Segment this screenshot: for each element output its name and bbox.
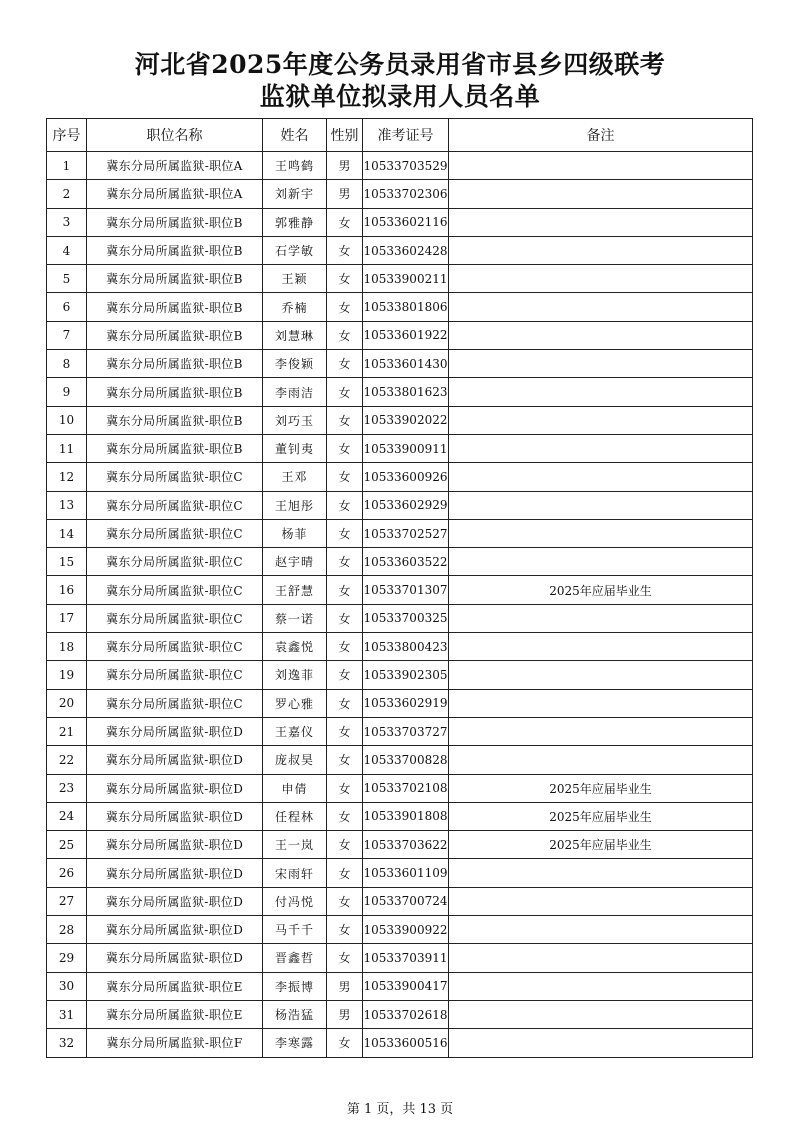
cell-name: 宋雨轩: [263, 859, 327, 887]
cell-exam-id: 10533601922: [363, 321, 449, 349]
table-row: [47, 548, 753, 576]
cell-remarks: 2025年应届毕业生: [449, 774, 753, 802]
cell-exam-id: 10533703622: [363, 831, 449, 859]
cell-exam-id: 10533900211: [363, 265, 449, 293]
table-row: [47, 1000, 753, 1028]
cell-index: 6: [47, 293, 87, 321]
roster-table: [46, 118, 753, 1058]
cell-exam-id: 10533902022: [363, 406, 449, 434]
cell-position: 冀东分局所属监狱-职位B: [87, 378, 263, 406]
cell-name: 李雨洁: [263, 378, 327, 406]
cell-remarks: [449, 689, 753, 717]
table-row: [47, 519, 753, 547]
cell-remarks: [449, 463, 753, 491]
cell-gender: 女: [327, 717, 363, 745]
cell-position: 冀东分局所属监狱-职位E: [87, 972, 263, 1000]
cell-exam-id: 10533602919: [363, 689, 449, 717]
cell-gender: 女: [327, 802, 363, 830]
cell-name: 李俊颖: [263, 350, 327, 378]
cell-index: 31: [47, 1000, 87, 1028]
table-row: [47, 491, 753, 519]
cell-remarks: [449, 236, 753, 264]
table-row: [47, 321, 753, 349]
cell-name: 石学敏: [263, 236, 327, 264]
cell-gender: 女: [327, 350, 363, 378]
cell-name: 赵宇晴: [263, 548, 327, 576]
cell-exam-id: 10533702527: [363, 519, 449, 547]
cell-position: 冀东分局所属监狱-职位D: [87, 916, 263, 944]
cell-index: 14: [47, 519, 87, 547]
cell-remarks: [449, 208, 753, 236]
cell-position: 冀东分局所属监狱-职位F: [87, 1029, 263, 1057]
cell-exam-id: 10533800423: [363, 633, 449, 661]
table-row: [47, 1029, 753, 1057]
cell-gender: 女: [327, 406, 363, 434]
table-row: [47, 859, 753, 887]
table-row: [47, 633, 753, 661]
cell-position: 冀东分局所属监狱-职位B: [87, 406, 263, 434]
cell-position: 冀东分局所属监狱-职位B: [87, 293, 263, 321]
document-subtitle: 监狱单位拟录用人员名单: [259, 82, 541, 111]
cell-remarks: [449, 746, 753, 774]
header-name: 姓名: [263, 119, 327, 152]
cell-position: 冀东分局所属监狱-职位C: [87, 661, 263, 689]
cell-index: 2: [47, 180, 87, 208]
cell-index: 26: [47, 859, 87, 887]
cell-index: 32: [47, 1029, 87, 1057]
cell-exam-id: 10533902305: [363, 661, 449, 689]
cell-position: 冀东分局所属监狱-职位C: [87, 463, 263, 491]
cell-position: 冀东分局所属监狱-职位B: [87, 236, 263, 264]
cell-remarks: [449, 633, 753, 661]
cell-gender: 女: [327, 916, 363, 944]
cell-remarks: [449, 350, 753, 378]
cell-position: 冀东分局所属监狱-职位D: [87, 746, 263, 774]
cell-index: 8: [47, 350, 87, 378]
cell-index: 5: [47, 265, 87, 293]
cell-index: 7: [47, 321, 87, 349]
table-row: [47, 802, 753, 830]
cell-index: 29: [47, 944, 87, 972]
cell-gender: 女: [327, 463, 363, 491]
cell-name: 罗心雅: [263, 689, 327, 717]
cell-gender: 女: [327, 434, 363, 462]
table-row: [47, 604, 753, 632]
cell-gender: 女: [327, 293, 363, 321]
cell-remarks: [449, 265, 753, 293]
table-row: [47, 717, 753, 745]
cell-position: 冀东分局所属监狱-职位A: [87, 180, 263, 208]
cell-remarks: [449, 859, 753, 887]
header-gender: 性别: [327, 119, 363, 152]
cell-gender: 女: [327, 491, 363, 519]
cell-name: 申倩: [263, 774, 327, 802]
cell-remarks: [449, 321, 753, 349]
cell-position: 冀东分局所属监狱-职位D: [87, 859, 263, 887]
cell-exam-id: 10533602116: [363, 208, 449, 236]
cell-index: 30: [47, 972, 87, 1000]
cell-name: 杨菲: [263, 519, 327, 547]
cell-name: 王旭彤: [263, 491, 327, 519]
cell-name: 李振博: [263, 972, 327, 1000]
cell-remarks: [449, 406, 753, 434]
cell-position: 冀东分局所属监狱-职位B: [87, 208, 263, 236]
cell-name: 任程林: [263, 802, 327, 830]
cell-index: 12: [47, 463, 87, 491]
cell-remarks: [449, 604, 753, 632]
cell-name: 刘慧琳: [263, 321, 327, 349]
cell-exam-id: 10533600926: [363, 463, 449, 491]
cell-index: 19: [47, 661, 87, 689]
cell-index: 21: [47, 717, 87, 745]
cell-index: 9: [47, 378, 87, 406]
cell-remarks: [449, 661, 753, 689]
cell-position: 冀东分局所属监狱-职位D: [87, 774, 263, 802]
cell-remarks: [449, 916, 753, 944]
cell-position: 冀东分局所属监狱-职位E: [87, 1000, 263, 1028]
cell-remarks: [449, 378, 753, 406]
cell-index: 24: [47, 802, 87, 830]
table-row: [47, 293, 753, 321]
cell-position: 冀东分局所属监狱-职位C: [87, 491, 263, 519]
cell-exam-id: 10533801806: [363, 293, 449, 321]
table-row: [47, 378, 753, 406]
table-row: [47, 463, 753, 491]
cell-remarks: 2025年应届毕业生: [449, 576, 753, 604]
cell-index: 28: [47, 916, 87, 944]
cell-name: 刘逸菲: [263, 661, 327, 689]
cell-name: 王舒慧: [263, 576, 327, 604]
cell-name: 袁鑫悦: [263, 633, 327, 661]
cell-remarks: [449, 519, 753, 547]
cell-remarks: [449, 434, 753, 462]
cell-exam-id: 10533700724: [363, 887, 449, 915]
cell-position: 冀东分局所属监狱-职位D: [87, 887, 263, 915]
cell-gender: 男: [327, 972, 363, 1000]
cell-exam-id: 10533700828: [363, 746, 449, 774]
table-row: [47, 265, 753, 293]
cell-gender: 女: [327, 604, 363, 632]
cell-gender: 女: [327, 831, 363, 859]
cell-name: 杨浩猛: [263, 1000, 327, 1028]
cell-gender: 女: [327, 859, 363, 887]
table-row: [47, 434, 753, 462]
table-row: [47, 152, 753, 180]
cell-position: 冀东分局所属监狱-职位C: [87, 548, 263, 576]
cell-exam-id: 10533703727: [363, 717, 449, 745]
cell-name: 晋鑫哲: [263, 944, 327, 972]
table-row: [47, 972, 753, 1000]
cell-index: 20: [47, 689, 87, 717]
header-position: 职位名称: [87, 119, 263, 152]
cell-name: 刘巧玉: [263, 406, 327, 434]
table-row: [47, 406, 753, 434]
table-row: [47, 180, 753, 208]
cell-position: 冀东分局所属监狱-职位C: [87, 519, 263, 547]
header-exam-id: 准考证号: [363, 119, 449, 152]
cell-name: 乔楠: [263, 293, 327, 321]
table-body: [47, 152, 753, 1058]
cell-gender: 男: [327, 152, 363, 180]
cell-gender: 女: [327, 661, 363, 689]
cell-name: 蔡一诺: [263, 604, 327, 632]
table-row: [47, 576, 753, 604]
cell-name: 马千千: [263, 916, 327, 944]
cell-remarks: [449, 1000, 753, 1028]
cell-index: 27: [47, 887, 87, 915]
cell-exam-id: 10533600516: [363, 1029, 449, 1057]
cell-exam-id: 10533603522: [363, 548, 449, 576]
cell-remarks: [449, 1029, 753, 1057]
cell-position: 冀东分局所属监狱-职位D: [87, 944, 263, 972]
cell-remarks: [449, 491, 753, 519]
cell-name: 董钊夷: [263, 434, 327, 462]
cell-exam-id: 10533601430: [363, 350, 449, 378]
cell-remarks: [449, 972, 753, 1000]
cell-gender: 女: [327, 887, 363, 915]
cell-name: 刘新宇: [263, 180, 327, 208]
table-row: [47, 831, 753, 859]
cell-gender: 女: [327, 576, 363, 604]
cell-remarks: [449, 717, 753, 745]
table-row: [47, 208, 753, 236]
cell-index: 4: [47, 236, 87, 264]
cell-position: 冀东分局所属监狱-职位B: [87, 321, 263, 349]
cell-gender: 女: [327, 944, 363, 972]
cell-name: 庞叔昊: [263, 746, 327, 774]
table-row: [47, 689, 753, 717]
cell-index: 3: [47, 208, 87, 236]
cell-position: 冀东分局所属监狱-职位B: [87, 265, 263, 293]
page-footer: 第 1 页，共 13 页: [346, 1102, 454, 1117]
cell-name: 王邓: [263, 463, 327, 491]
cell-position: 冀东分局所属监狱-职位C: [87, 604, 263, 632]
cell-name: 王一岚: [263, 831, 327, 859]
cell-position: 冀东分局所属监狱-职位D: [87, 802, 263, 830]
cell-gender: 女: [327, 689, 363, 717]
cell-index: 11: [47, 434, 87, 462]
cell-position: 冀东分局所属监狱-职位D: [87, 717, 263, 745]
cell-name: 王嘉仪: [263, 717, 327, 745]
cell-exam-id: 10533901808: [363, 802, 449, 830]
cell-gender: 女: [327, 265, 363, 293]
table-row: [47, 916, 753, 944]
cell-gender: 女: [327, 548, 363, 576]
cell-gender: 男: [327, 180, 363, 208]
cell-gender: 女: [327, 236, 363, 264]
document-title: 河北省2025年度公务员录用省市县乡四级联考: [134, 50, 666, 79]
cell-position: 冀东分局所属监狱-职位C: [87, 576, 263, 604]
cell-exam-id: 10533900922: [363, 916, 449, 944]
cell-exam-id: 10533702618: [363, 1000, 449, 1028]
cell-remarks: 2025年应届毕业生: [449, 831, 753, 859]
cell-exam-id: 10533701307: [363, 576, 449, 604]
cell-index: 25: [47, 831, 87, 859]
cell-index: 17: [47, 604, 87, 632]
cell-remarks: [449, 293, 753, 321]
table-row: [47, 887, 753, 915]
cell-index: 22: [47, 746, 87, 774]
cell-name: 王颖: [263, 265, 327, 293]
cell-gender: 女: [327, 746, 363, 774]
cell-position: 冀东分局所属监狱-职位B: [87, 350, 263, 378]
cell-gender: 男: [327, 1000, 363, 1028]
cell-exam-id: 10533900417: [363, 972, 449, 1000]
cell-exam-id: 10533900911: [363, 434, 449, 462]
cell-gender: 女: [327, 519, 363, 547]
table-row: [47, 236, 753, 264]
cell-index: 10: [47, 406, 87, 434]
cell-gender: 女: [327, 378, 363, 406]
cell-exam-id: 10533703911: [363, 944, 449, 972]
cell-exam-id: 10533801623: [363, 378, 449, 406]
cell-remarks: [449, 152, 753, 180]
table-row: [47, 944, 753, 972]
cell-index: 13: [47, 491, 87, 519]
header-index: 序号: [47, 119, 87, 152]
cell-position: 冀东分局所属监狱-职位A: [87, 152, 263, 180]
cell-index: 15: [47, 548, 87, 576]
table-row: [47, 774, 753, 802]
cell-gender: 女: [327, 321, 363, 349]
cell-name: 李寒露: [263, 1029, 327, 1057]
cell-exam-id: 10533601109: [363, 859, 449, 887]
cell-gender: 女: [327, 208, 363, 236]
table-row: [47, 661, 753, 689]
cell-gender: 女: [327, 774, 363, 802]
cell-index: 23: [47, 774, 87, 802]
cell-name: 郭雅静: [263, 208, 327, 236]
cell-exam-id: 10533700325: [363, 604, 449, 632]
cell-remarks: 2025年应届毕业生: [449, 802, 753, 830]
table-row: [47, 350, 753, 378]
table-row: [47, 746, 753, 774]
cell-position: 冀东分局所属监狱-职位D: [87, 831, 263, 859]
cell-index: 1: [47, 152, 87, 180]
cell-remarks: [449, 944, 753, 972]
cell-exam-id: 10533602428: [363, 236, 449, 264]
cell-position: 冀东分局所属监狱-职位C: [87, 689, 263, 717]
cell-index: 18: [47, 633, 87, 661]
cell-exam-id: 10533703529: [363, 152, 449, 180]
cell-remarks: [449, 887, 753, 915]
cell-position: 冀东分局所属监狱-职位B: [87, 434, 263, 462]
cell-gender: 女: [327, 633, 363, 661]
header-remarks: 备注: [449, 119, 753, 152]
cell-name: 王鸣鹤: [263, 152, 327, 180]
table-header-row: [47, 119, 753, 152]
cell-exam-id: 10533602929: [363, 491, 449, 519]
cell-name: 付冯悦: [263, 887, 327, 915]
cell-index: 16: [47, 576, 87, 604]
cell-remarks: [449, 180, 753, 208]
cell-exam-id: 10533702108: [363, 774, 449, 802]
cell-remarks: [449, 548, 753, 576]
cell-exam-id: 10533702306: [363, 180, 449, 208]
cell-gender: 女: [327, 1029, 363, 1057]
cell-position: 冀东分局所属监狱-职位C: [87, 633, 263, 661]
